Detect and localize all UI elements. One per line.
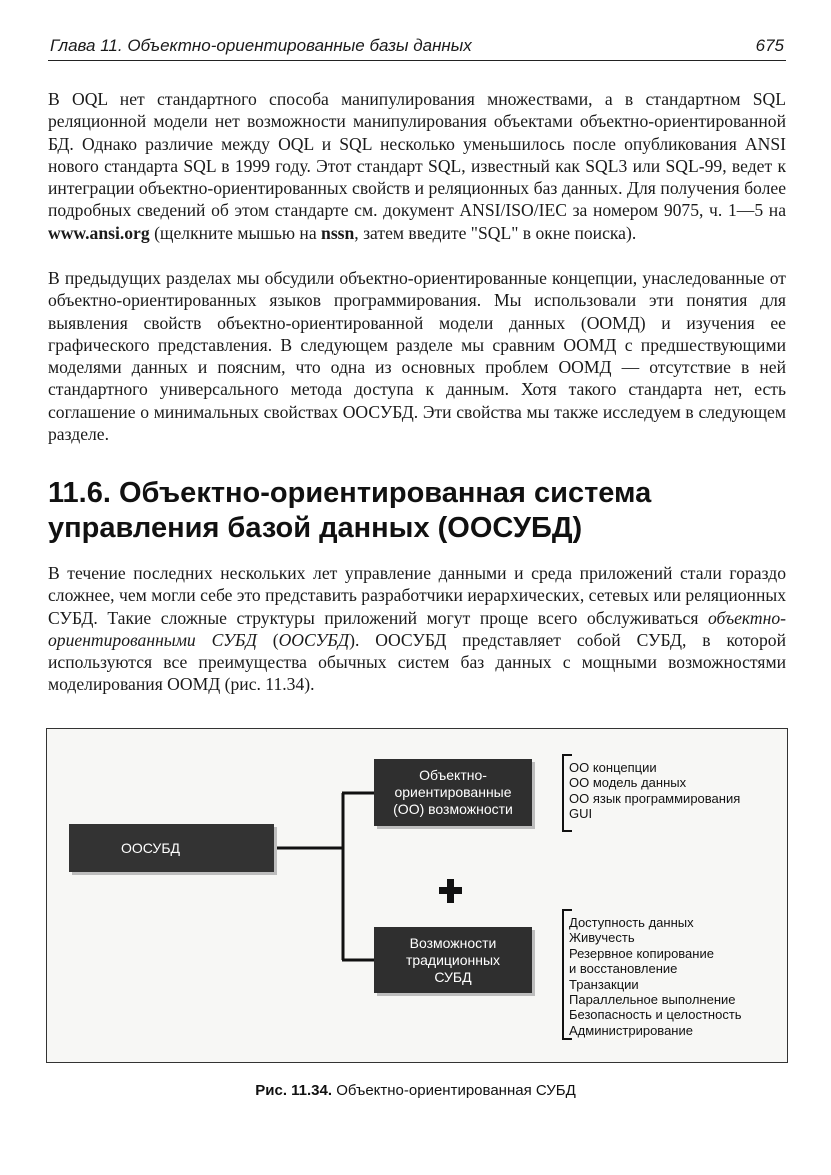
oo-features-box bbox=[374, 759, 532, 826]
paragraph-oql-text-c: , затем введите "SQL" в окне поиска). bbox=[354, 222, 637, 243]
list-item: Администрирование bbox=[569, 1022, 693, 1038]
list-item: Живучесть bbox=[569, 930, 635, 946]
paragraph-oql-text-b: (щелкните мышью на bbox=[149, 222, 322, 243]
ansi-link: www.ansi.org bbox=[48, 222, 150, 243]
nssn-term: nssn bbox=[321, 222, 355, 243]
section-title-line1: 11.6. Объектно-ориентированная система bbox=[48, 477, 652, 509]
trad-box-line: Возможности bbox=[409, 934, 497, 951]
oo-box-line: (ОО) возможности bbox=[393, 801, 513, 817]
paragraph-oodbms-text-b: ( bbox=[256, 629, 279, 650]
term-oodbms-italic: объектно-ориентированными СУБД bbox=[48, 607, 786, 650]
list-item: Безопасность и целостность bbox=[569, 1007, 742, 1023]
list-item: Транзакции bbox=[569, 976, 639, 992]
trad-box-line: СУБД bbox=[434, 968, 472, 985]
list-item: Доступность данных bbox=[569, 915, 694, 930]
list-item: ОО концепции bbox=[569, 760, 657, 775]
running-header bbox=[48, 36, 786, 61]
list-item: ОО модель данных bbox=[569, 775, 687, 791]
section-title-line2: управления базой данных (ООСУБД) bbox=[48, 512, 583, 544]
figure-caption-text: Объектно-ориентированная СУБД bbox=[332, 1082, 576, 1099]
page-number: 675 bbox=[755, 36, 784, 55]
section-title bbox=[48, 476, 786, 546]
paragraph-oodbms-text-a: В течение последних нескольких лет управление данными и среда приложений стали гораздо сложнее, чем могли себе это представить разработчики иерархических, сетевых или реляционных СУБД. Такие сложные структуры приложений могут проще всего обслуживаться bbox=[48, 563, 786, 628]
traditional-features-box bbox=[374, 927, 532, 993]
paragraph-oql bbox=[48, 88, 786, 244]
oodbms-box bbox=[69, 824, 274, 872]
plus-icon bbox=[439, 879, 462, 903]
list-item: и восстановление bbox=[569, 961, 678, 977]
oo-box-line: ориентированные bbox=[394, 784, 512, 800]
term-oodbms-abbr: ООСУБД bbox=[278, 629, 350, 650]
list-item: GUI bbox=[569, 806, 593, 822]
traditional-features-list bbox=[569, 915, 742, 1038]
paragraph-oodbms bbox=[48, 562, 786, 696]
paragraph-oodbms-text-c: ). ООСУБД представляет собой СУБД, в которой используются все преимущества обычных систем баз данных с мощными возможностями моделирования ООМД (рис. 11.34). bbox=[48, 629, 786, 695]
oo-box-line: Объектно- bbox=[419, 767, 487, 783]
oodbms-box-label: ООСУБД bbox=[121, 839, 180, 856]
figure-oodbms-diagram bbox=[46, 728, 788, 1063]
chapter-title: Глава 11. Объектно-ориентированные базы данных bbox=[50, 36, 472, 55]
figure-caption-label: Рис. 11.34. bbox=[255, 1082, 333, 1099]
figure-caption bbox=[0, 1082, 831, 1099]
paragraph-oql-text-a: В OQL нет стандартного способа манипулирования множествами, а в стандартном SQL реляционной модели нет возможности манипулирования объектами объектно-ориентированной БД. Однако различие между OQL и SQL несколько уменьшилось после опубликования ANSI нового стандарта SQL в 1999 году. Этот стандарт SQL, известный как SQL3 или SQL-99, ведет к интеграции объектно-ориентированных свойств и реляционных баз данных. Для получения более подробных сведений об этом стандарте см. документ ANSI/ISO/IEC за номером 9075, ч. 1—5 на bbox=[48, 89, 786, 221]
list-item: ОО язык программирования bbox=[569, 790, 741, 806]
oo-features-list bbox=[569, 760, 740, 822]
list-item: Параллельное выполнение bbox=[569, 992, 736, 1008]
paragraph-previous-sections: В предыдущих разделах мы обсудили объектно-ориентированные концепции, унаследованные от объектно-ориентированных языков программирования. Мы использовали эти понятия для выявления свойств объектно-ориентированной модели данных (ООМД) и изучения ее графического представления. В следующем разделе мы сравним ООМД с предшествующими моделями данных и поясним, что одна из основных проблем ООМД — отсутствие в ней стандартного универсального метода доступа к данным. Хотя такого стандарта нет, есть соглашение о минимальных свойствах ООСУБД. Эти свойства мы также исследуем в следующем разделе. bbox=[48, 268, 786, 445]
list-item: Резервное копирование bbox=[569, 945, 714, 961]
trad-box-line: традиционных bbox=[405, 951, 501, 968]
